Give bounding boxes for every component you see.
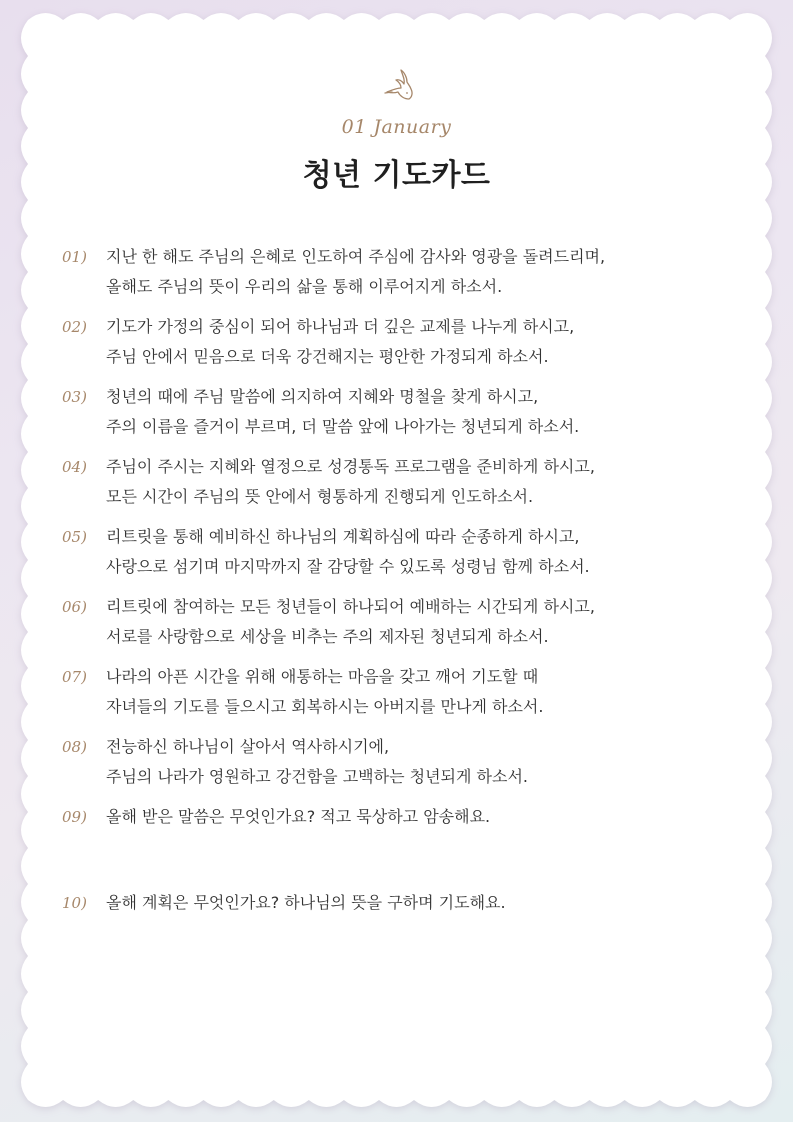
prayer-item [62,522,742,582]
page-title: 청년 기도카드 [302,158,491,193]
prayer-number: 08) [62,738,87,756]
prayer-line: 기도가 가정의 중심이 되어 하나님과 더 깊은 교제를 나누게 하시고, [106,317,575,336]
month-label: 01 January [341,116,452,138]
prayer-number: 01) [62,248,87,266]
prayer-number: 09) [62,808,87,826]
prayer-item [62,888,742,918]
prayer-line: 주의 이름을 즐거이 부르며, 더 말씀 앞에 나아가는 청년되게 하소서. [106,417,580,436]
prayer-line: 자녀들의 기도를 들으시고 회복하시는 아버지를 만나게 하소서. [106,697,544,716]
prayer-number: 02) [62,318,87,336]
prayer-line: 리트릿을 통해 예비하신 하나님의 계획하심에 따라 순종하게 하시고, [106,527,580,546]
prayer-number: 03) [62,388,87,406]
prayer-line: 서로를 사랑함으로 세상을 비추는 주의 제자된 청년되게 하소서. [106,627,549,646]
prayer-item [62,242,742,302]
prayer-item [62,662,742,722]
prayer-item [62,592,742,652]
prayer-line: 주님 안에서 믿음으로 더욱 강건해지는 평안한 가정되게 하소서. [106,347,549,366]
dove-icon [383,66,417,106]
prayer-item [62,732,742,792]
prayer-number: 07) [62,668,87,686]
prayer-list [62,242,742,928]
prayer-line: 올해 받은 말씀은 무엇인가요? 적고 묵상하고 암송해요. [106,807,491,826]
prayer-line: 사랑으로 섬기며 마지막까지 잘 감당할 수 있도록 성령님 함께 하소서. [106,557,590,576]
prayer-item [62,382,742,442]
prayer-number: 10) [62,894,87,912]
prayer-line: 청년의 때에 주님 말씀에 의지하여 지혜와 명철을 찾게 하시고, [106,387,539,406]
prayer-number: 05) [62,528,87,546]
prayer-line: 지난 한 해도 주님의 은혜로 인도하여 주심에 감사와 영광을 돌려드리며, [106,247,606,266]
prayer-line: 모든 시간이 주님의 뜻 안에서 형통하게 진행되게 인도하소서. [106,487,534,506]
prayer-item [62,802,742,832]
prayer-item [62,452,742,512]
prayer-line: 주님의 나라가 영원하고 강건함을 고백하는 청년되게 하소서. [106,767,529,786]
prayer-line: 리트릿에 참여하는 모든 청년들이 하나되어 예배하는 시간되게 하시고, [106,597,595,616]
prayer-line: 올해 계획은 무엇인가요? 하나님의 뜻을 구하며 기도해요. [106,893,506,912]
prayer-number: 04) [62,458,87,476]
prayer-line: 전능하신 하나님이 살아서 역사하시기에, [106,737,390,756]
prayer-line: 올해도 주님의 뜻이 우리의 삶을 통해 이루어지게 하소서. [106,277,503,296]
prayer-line: 주님이 주시는 지혜와 열정으로 성경통독 프로그램을 준비하게 하시고, [106,457,595,476]
prayer-line: 나라의 아픈 시간을 위해 애통하는 마음을 갖고 깨어 기도할 때 [106,667,539,686]
prayer-item [62,312,742,372]
prayer-number: 06) [62,598,87,616]
